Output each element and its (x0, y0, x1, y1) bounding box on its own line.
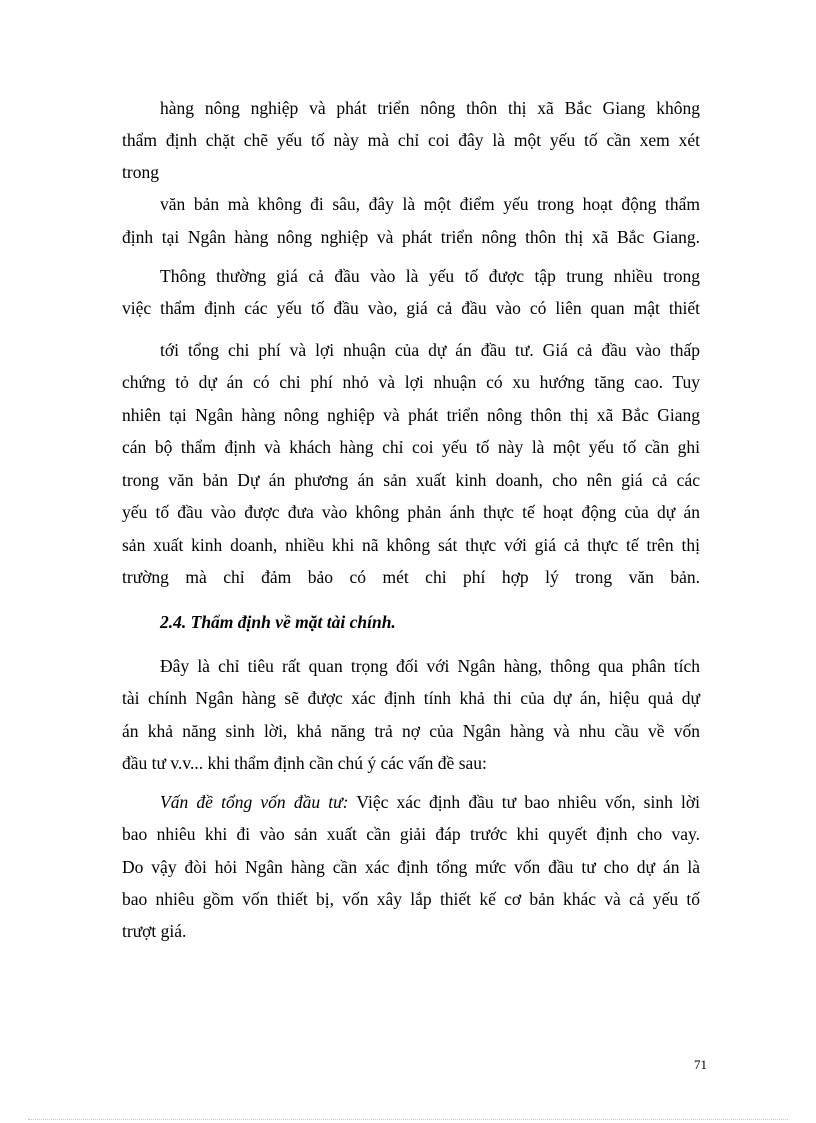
body-line: Do vậy đòi hỏi Ngân hàng cần xác định tổng mức vốn đầu tư cho dự án là (122, 857, 700, 877)
body-line (160, 791, 700, 813)
lead-rest: Việc xác định đầu tư bao nhiêu vốn, sinh lời (348, 792, 700, 812)
body-line: bao nhiêu khi đi vào sản xuất cần giải đáp trước khi quyết định cho vay. (122, 824, 700, 844)
body-line: sản xuất kinh doanh, nhiều khi nã không sát thực với giá cả thực tế trên thị (122, 535, 700, 555)
body-line: văn bản mà không đi sâu, đây là một điểm yếu trong hoạt động thẩm (160, 194, 700, 214)
body-line: Thông thường giá cả đầu vào là yếu tố được tập trung nhiều trong (160, 266, 700, 286)
body-line: thẩm định chặt chẽ yếu tố này mà chỉ coi đây là một yếu tố cần xem xét (122, 130, 700, 150)
body-line: tài chính Ngân hàng sẽ được xác định tính khả thi của dự án, hiệu quả dự (122, 688, 700, 708)
body-line: việc thẩm định các yếu tố đầu vào, giá cả đầu vào có liên quan mật thiết (122, 298, 700, 318)
body-line: hàng nông nghiệp và phát triển nông thôn thị xã Bắc Giang không (160, 98, 700, 118)
body-line: bao nhiêu gồm vốn thiết bị, vốn xây lắp thiết kế cơ bản khác và cả yếu tố (122, 889, 700, 909)
page-bottom-rule (28, 1119, 788, 1120)
body-line: án khả năng sinh lời, khả năng trả nợ của Ngân hàng và nhu cầu về vốn (122, 721, 700, 741)
body-line: trong văn bản Dự án phương án sản xuất kinh doanh, cho nên giá cả các (122, 470, 700, 490)
body-line: nhiên tại Ngân hàng nông nghiệp và phát triển nông thôn thị xã Bắc Giang (122, 405, 700, 425)
body-line: đầu tư v.v... khi thẩm định cần chú ý các vấn đề sau: (122, 753, 487, 773)
italic-lead: Vấn đề tổng vốn đầu tư: (160, 792, 349, 812)
page-number: 71 (694, 1057, 707, 1072)
section-heading: 2.4. Thẩm định về mặt tài chính. (160, 612, 396, 632)
body-line: cán bộ thẩm định và khách hàng chỉ coi yếu tố này là một yếu tố cần ghi (122, 437, 700, 457)
body-line: trong (122, 162, 159, 182)
body-line: chứng tỏ dự án có chi phí nhỏ và lợi nhuận có xu hướng tăng cao. Tuy (122, 372, 700, 392)
body-line: định tại Ngân hàng nông nghiệp và phát triển nông thôn thị xã Bắc Giang. (122, 227, 700, 247)
body-line: trường mà chỉ đảm bảo có mét chi phí hợp lý trong văn bản. (122, 567, 700, 587)
body-line: trượt giá. (122, 921, 187, 941)
body-line: Đây là chỉ tiêu rất quan trọng đối với Ngân hàng, thông qua phân tích (160, 656, 700, 676)
body-line: yếu tố đầu vào được đưa vào không phản ánh thực tế hoạt động của dự án (122, 502, 700, 522)
body-line: tới tổng chi phí và lợi nhuận của dự án đầu tư. Giá cả đầu vào thấp (160, 340, 700, 360)
